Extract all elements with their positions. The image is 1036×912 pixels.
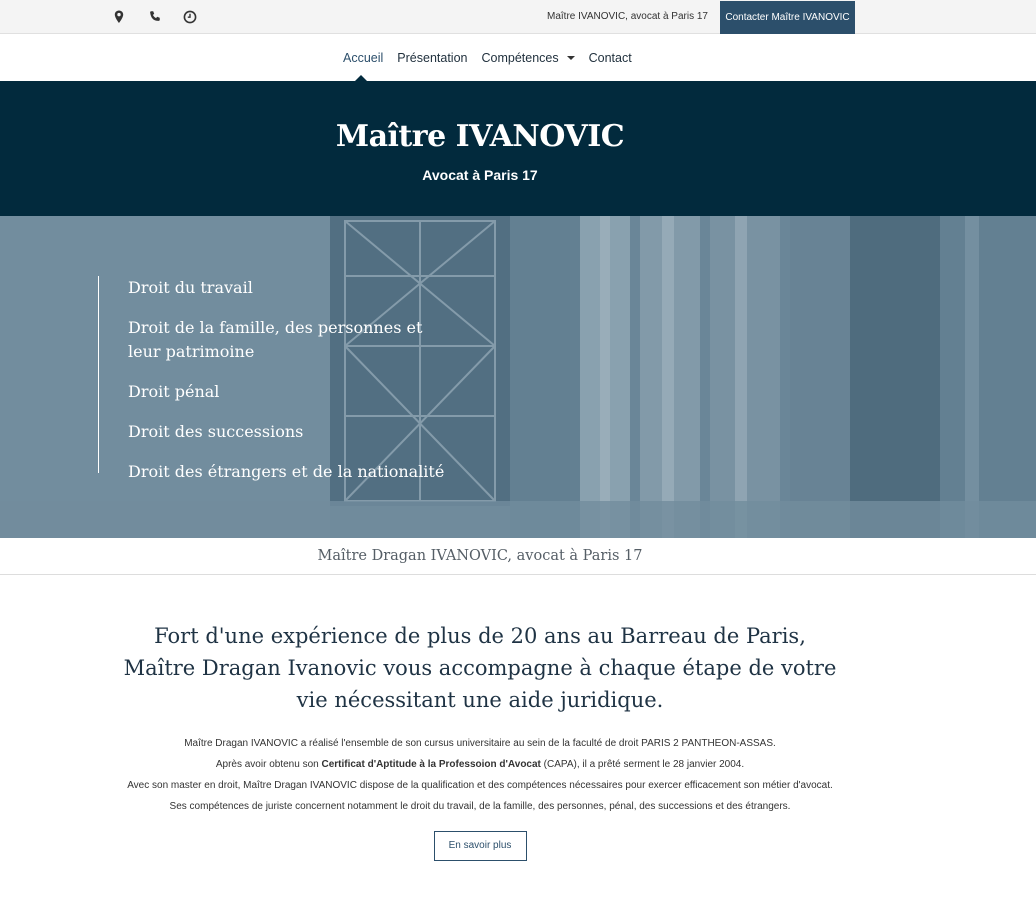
nav-item-label: Accueil <box>343 50 384 65</box>
paragraph: Ses compétences de juriste concernent notamment le droit du travail, de la famille, des personnes, pénal, des successions et des étrangers. <box>169 801 791 812</box>
contact-button[interactable]: Contacter Maître IVANOVIC <box>720 1 855 34</box>
top-bar <box>0 0 1036 34</box>
phone-icon[interactable] <box>147 9 163 25</box>
learn-more-button[interactable]: En savoir plus <box>434 831 527 861</box>
clock-icon[interactable] <box>182 9 198 25</box>
topbar-tagline: Maître IVANOVIC, avocat à Paris 17 <box>547 11 708 22</box>
practice-area-item[interactable]: Droit des étrangers et de la nationalité <box>128 462 445 481</box>
paragraph: Avec son master en droit, Maître Dragan IVANOVIC dispose de la qualification et des compétences nécessaires pour exercer efficacement son métier d'avocat. <box>127 780 833 791</box>
paragraph-text: (CAPA), il a prêté serment le 28 janvier 2004. <box>540 759 745 770</box>
site-subtitle: Avocat à Paris 17 <box>422 167 538 183</box>
paragraph: Maître Dragan IVANOVIC a réalisé l'ensemble de son cursus universitaire au sein de la faculté de droit PARIS 2 PANTHEON-ASSAS. <box>184 738 776 749</box>
nav-item-contact[interactable] <box>582 51 639 65</box>
nav-item-presentation[interactable] <box>390 51 474 65</box>
chevron-down-icon <box>567 56 575 60</box>
practice-area-item[interactable]: Droit des successions <box>128 422 304 441</box>
main-content <box>120 620 840 861</box>
main-nav <box>0 34 1036 81</box>
paragraph-text: Après avoir obtenu son <box>215 759 322 770</box>
nav-item-label: Contact <box>588 50 632 65</box>
intro-heading: Fort d'une expérience de plus de 20 ans au Barreau de Paris, Maître Dragan Ivanovic vous accompagne à chaque étape de votre vie nécessitant une aide juridique. <box>123 624 837 712</box>
nav-item-competences[interactable] <box>474 51 581 65</box>
nav-item-label: Compétences <box>481 50 559 65</box>
practice-area-item[interactable]: Droit du travail <box>128 278 253 297</box>
hero-banner-image <box>0 216 1036 538</box>
paragraph <box>120 757 840 772</box>
practice-area-item[interactable]: Droit pénal <box>128 382 220 401</box>
subtitle-strip <box>0 538 1036 575</box>
paragraph-bold: Certificat d'Aptitude à la Professoion d'Avocat <box>321 759 541 770</box>
nav-item-accueil[interactable] <box>336 51 390 65</box>
active-nav-marker <box>355 75 367 81</box>
map-pin-icon[interactable] <box>111 9 127 25</box>
nav-item-label: Présentation <box>397 50 468 65</box>
hero-header <box>0 81 1036 216</box>
practice-areas-list <box>98 276 458 481</box>
practice-area-item[interactable]: Droit de la famille, des personnes et leur patrimoine <box>128 318 423 361</box>
site-title: Maître IVANOVIC <box>335 119 625 154</box>
strip-text: Maître Dragan IVANOVIC, avocat à Paris 17 <box>317 548 643 564</box>
